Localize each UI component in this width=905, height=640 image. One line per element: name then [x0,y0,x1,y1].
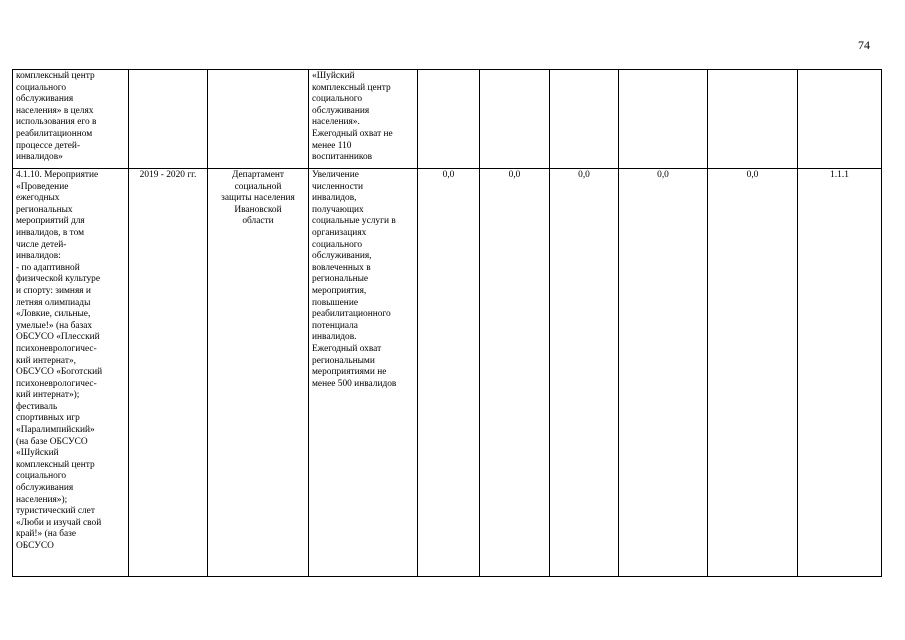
cell-link [798,70,882,169]
cell-value-1 [418,70,480,169]
table-row [13,70,882,169]
cell-value-5 [708,70,798,169]
page-number: 74 [858,38,870,52]
cell-executor [208,70,309,169]
cell-value-3 [550,70,619,169]
cell-value-3: 0,0 [550,169,619,577]
cell-value-2: 0,0 [480,169,550,577]
cell-link: 1.1.1 [798,169,882,577]
cell-executor: Департамент социальной защиты населения Ивановской области [208,169,309,577]
program-table [12,69,882,577]
cell-value-5: 0,0 [708,169,798,577]
cell-name: комплексный центр социального обслуживания населения» в целях использования его в реабилитационном процессе детей- инвалидов» [13,70,129,169]
cell-value-2 [480,70,550,169]
cell-period: 2019 - 2020 гг. [129,169,208,577]
cell-result: Увеличение численности инвалидов, получающих социальные услуги в организациях социального обслуживания, вовлеченных в региональные мероприятия, повышение реабилитационного потенциала инвалидов. Ежегодный охват региональными мероприятиями не менее 500 инвалидов [309,169,418,577]
cell-value-4 [619,70,708,169]
cell-value-4: 0,0 [619,169,708,577]
cell-name: 4.1.10. Мероприятие «Проведение ежегодных региональных мероприятий для инвалидов, в том числе детей- инвалидов: - по адаптивной физической культуре и спорту: зимняя и летняя олимпиады «Ловкие, сильные, умелые!» (на базах ОБСУСО «Плесский психоневрологичес- кий интернат», ОБСУСО «Боготский психоневрологичес- кий интернат»); фестиваль спортивных игр «Паралимпийский» (на базе ОБСУСО «Шуйский комплексный центр социального обслуживания населения»); туристический слет «Люби и изучай свой край!» (на базе ОБСУСО [13,169,129,577]
cell-result: «Шуйский комплексный центр социального обслуживания населения». Ежегодный охват не менее 110 воспитанников [309,70,418,169]
table-row [13,169,882,577]
cell-period [129,70,208,169]
cell-value-1: 0,0 [418,169,480,577]
